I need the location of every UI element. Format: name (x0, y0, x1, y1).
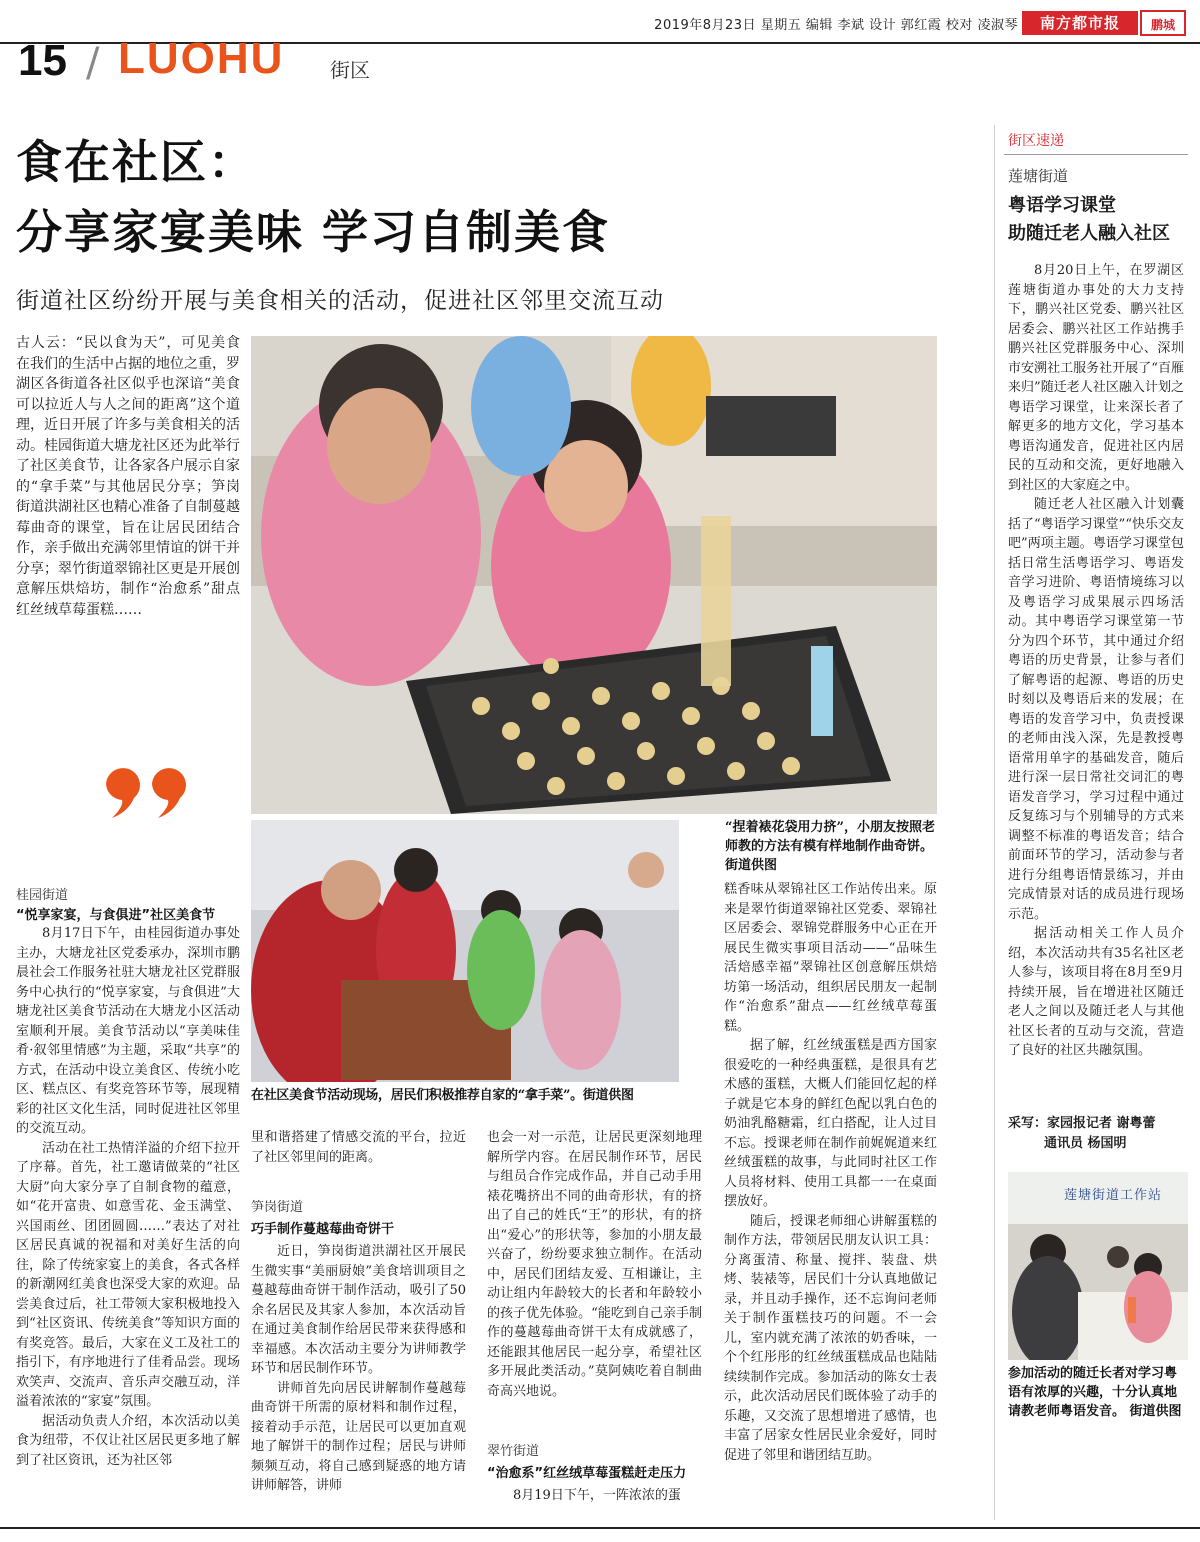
second-photo-illustration (251, 820, 679, 1082)
guiyuan-paragraph-3-continued: 里和谐搭建了情感交流的平台，拉近了社区邻里间的距离。 (251, 1130, 466, 1165)
sungang-section-title: 巧手制作蔓越莓曲奇饼干 (251, 1222, 395, 1237)
second-photo-food-festival (251, 820, 679, 1082)
subheadline: 街道社区纷纷开展与美食相关的活动，促进社区邻里交流互动 (16, 288, 664, 314)
sidebar-title-line1: 粤语学习课堂 (1008, 195, 1116, 216)
cuizhu-paragraph-1: 8月19日下午，一阵浓浓的蛋 (513, 1488, 681, 1503)
second-photo-caption: 在社区美食节活动现场，居民们积极推荐自家的“拿手菜”。街道供图 (251, 1088, 634, 1103)
sidebar-street-label: 莲塘街道 (1008, 167, 1069, 185)
cuizhu-article-body (724, 880, 937, 1465)
intro-paragraph: 古人云：“民以食为天”，可见美食在我们的生活中占据的地位之重，罗湖区各街道各社区似乎也深谙“美食可以拉近人与人之间的距离”这个道理，近日开展了许多与美食相关的活动。桂园街道大塘龙社区还为此举行了社区美食节，让各家各户展示自家的“拿手菜”与其他居民分享；笋岗街道洪湖社区也精心准备了自制蔓越莓曲奇的课堂，旨在让居民团结合作，亲手做出充满邻里情谊的饼干并分享；翠竹街道翠锦社区更是开展创意解压烘焙坊，制作“治愈系”甜点红丝绒草莓蛋糕…… (16, 335, 240, 618)
date-line: 2019年8月23日 星期五 编辑 李斌 设计 郭红霞 校对 凌淑琴 (654, 18, 1018, 33)
sidebar-tag: 街区速递 (1008, 133, 1064, 149)
cuizhu-paragraph-2: 据了解，红丝绒蛋糕是西方国家很爱吃的一种经典蛋糕，是很具有艺术感的蛋糕，大概人们能回忆起的样子就是它本身的鲜红色配以乳白色的奶油乳酪糖霜，红白搭配，让人过目不忘。授课老师在制作前娓娓道来红丝绒蛋糕的故事，与此同时社区工作人员将材料、使用工具都一一在桌面摆放好。 (724, 1038, 937, 1209)
main-photo-cookie-making (251, 336, 937, 814)
sidebar-paragraph-1: 8月20日上午，在罗湖区莲塘街道办事处的大力支持下，鹏兴社区党委、鹏兴社区居委会、鹏兴社区工作站携手鹏兴社区党群服务中心、深圳市安溯社工服务社开展了“百雁来归”随迁老人社区融入计划之粤语学习课堂，让来深长者了解更多的地方文化，学习基本粤语沟通发音，促进社区内居民的互动和交流，更好地融入到社区的大家庭之中。 (1008, 263, 1184, 493)
main-photo-caption: “捏着裱花袋用力挤”，小朋友按照老师教的方法有模有样地制作曲奇饼。 街道供图 (725, 820, 935, 873)
guiyuan-paragraph-1: 8月17日下午，由桂园街道办事处主办，大塘龙社区党委承办，深圳市鹏晨社会工作服务社驻大塘龙社区党群服务中心执行的“悦享家宴，与食俱进”大塘龙社区美食节活动在大塘龙小区活动室顺利开展。美食节活动以“享美味佳肴·叙邻里情感”为主题，采取“共享”的方式，在活动中设立美食区、传统小吃区、糕点区、有奖竞答环节等，展现精彩的社区文化生活，同时促进社区邻里的交流互动。 (16, 926, 240, 1136)
page-bottom-rule (0, 1527, 1200, 1529)
main-photo-illustration (251, 336, 937, 814)
sidebar-title-line2: 助随迁老人融入社区 (1008, 223, 1170, 244)
guiyuan-street-label: 桂园街道 (16, 888, 69, 903)
paper-logo: 南方都市报 (1022, 11, 1138, 35)
cuizhu-paragraph-3: 随后，授课老师细心讲解蛋糕的制作方法，带领居民朋友认识工具：分离蛋清、称量、搅拌、装盘、烘烤、装裱等，居民们十分认真地做记录，并且动手操作，还不忘询问老师关于制作蛋糕技巧的问题。不一会儿，室内就充满了浓浓的奶香味，一个个红彤彤的红丝绒蛋糕成品也陆陆续续制作完成。参加活动的陈女士表示，此次活动居民们既体验了动手的乐趣，又交流了思想增进了感情，也丰富了居家女性居民业余爱好，同时促进了邻里和谐团结互助。 (724, 1213, 937, 1463)
sidebar-paragraph-2: 随迁老人社区融入计划囊括了“粤语学习课堂”“快乐交友吧”两项主题。粤语学习课堂包括日常生活粤语学习、粤语发音学习进阶、粤语情境练习以及粤语学习成果展示四场活动。其中粤语学习课堂第一节分为四个环节，其中通过介绍粤语的历史背景，让参与者们了解粤语的起源、粤语的历史时刻以及粤语后来的发展；在粤语的发音学习中，负责授课的老师由浅入深，先是教授粤语常用单字的基础发音，随后进行深一层日常社交词汇的粤语发音学习，学习过程中通过反复练习与个别辅导的方式来调整不标准的粤语发音；结合前面环节的学习，活动参与者进行分组粤语情景练习，并由完成情景对话的成员进行现场示范。 (1008, 497, 1184, 922)
guiyuan-paragraph-2: 活动在社工热情洋溢的介绍下拉开了序幕。首先，社工邀请做菜的“社区大厨”向大家分享了自制食物的蕴意，如“花开富贵、如意雪花、金玉满堂、兴国雨丝、团团圆圆……”表达了对社区居民真诚的祝福和对美好生活的向往，除了传统家宴上的美食，各式各样的新潮网红美食也深受大家的欢迎。品尝美食过后，社工带领大家积极地投入到“社区资讯、传统美食”等知识方面的有奖竞答。最后，大家在义工及社工的指引下，有序地进行了佳肴品尝。现场欢笑声、交流声、音乐声交融互动，洋溢着浓浓的“家宴”氛围。 (16, 1140, 240, 1409)
supplement-logo: 鹏城 (1140, 10, 1186, 36)
cuizhu-street-label: 翠竹街道 (487, 1444, 540, 1459)
quote-mark-icon (100, 762, 194, 820)
sidebar-photo-sign: 莲塘街道工作站 (1064, 1188, 1163, 1203)
sidebar-divider (994, 125, 995, 1520)
sungang-paragraph-2: 讲师首先向居民讲解制作蔓越莓曲奇饼干所需的原材料和制作过程，接着动手示范，让居民可以更加直观地了解饼干的制作过程；居民与讲师频频互动，将自己感到疑惑的地方请讲师解答，讲师 (251, 1380, 466, 1493)
guiyuan-paragraph-3: 据活动负责人介绍，本次活动以美食为纽带，不仅让社区居民更多地了解到了社区资讯，还为社区邻 (16, 1413, 240, 1468)
sungang-article-body (251, 1242, 466, 1496)
page-number: 15 (18, 36, 67, 85)
headline-line1: 食在社区： (16, 135, 256, 189)
guiyuan-article-body (16, 924, 240, 1470)
edition-title: LUOHU (118, 34, 285, 83)
sidebar-article-body (1008, 261, 1184, 1061)
cuizhu-paragraph-1-continued: 糕香味从翠锦社区工作站传出来。原来是翠竹街道翠锦社区党委、翠锦社区居委会、翠锦党群服务中心正在开展民生微实事项目活动——“品味生活焙感幸福”翠锦社区创意解压烘焙坊第一场活动，组织居民朋友一起制作“治愈系”甜点——红丝绒草莓蛋糕。 (724, 882, 937, 1034)
headline-line2: 分享家宴美味 学习自制美食 (16, 205, 611, 259)
section-label: 街区 (330, 58, 370, 82)
guiyuan-section-title: “悦享家宴，与食俱进”社区美食节 (16, 908, 216, 923)
sidebar-photo-cantonese-class (1008, 1172, 1188, 1360)
sidebar-byline-correspondent: 通讯员 杨国明 (1044, 1136, 1127, 1151)
sungang-paragraph-1: 近日，笋岗街道洪湖社区开展民生微实事“美丽厨娘”美食培训项目之蔓越莓曲奇饼干制作活动，吸引了50余名居民及其家人参加，本次活动旨在通过美食制作给居民带来获得感和幸福感。本次活动主要分为讲师教学环节和居民制作环节。 (251, 1244, 466, 1376)
page-slash-divider: / (86, 40, 100, 86)
sungang-street-label: 笋岗街道 (251, 1200, 304, 1215)
sidebar-tag-rule (1004, 154, 1188, 155)
cuizhu-paragraph-1-start (487, 1486, 702, 1506)
sidebar-byline-reporter: 采写：家园报记者 谢粤蕾 (1008, 1116, 1156, 1131)
sidebar-photo-caption: 参加活动的随迁长者对学习粤语有浓厚的兴趣，十分认真地请教老师粤语发音。 街道供图 (1008, 1366, 1182, 1419)
cuizhu-section-title: “治愈系”红丝绒草莓蛋糕赶走压力 (487, 1466, 687, 1481)
sidebar-paragraph-3: 据活动相关工作人员介绍，本次活动共有35名社区老人参与，该项目将在8月至9月持续开展，旨在增进社区随迁老人之间以及随迁老人与其他社区长者的互动与交流，营造了良好的社区共融氛围。 (1008, 926, 1184, 1058)
sungang-paragraph-2-continued: 也会一对一示范，让居民更深刻地理解所学内容。在居民制作环节，居民与组员合作完成作品，并自己动手用裱花嘴挤出不同的曲奇形状，有的挤出了自己的姓氏“王”的形状，有的挤出“爱心”的形状等，参加的小朋友最兴奋了，纷纷要求独立制作。在活动中，居民们团结友爱、互相谦让，主动让组内年龄较大的长者和年龄较小的孩子优先体验。“能吃到自己亲手制作的蔓越莓曲奇饼干太有成就感了，还能跟其他居民一起分享，希望社区多开展此类活动。”莫阿姨吃着自制曲奇高兴地说。 (487, 1130, 702, 1399)
